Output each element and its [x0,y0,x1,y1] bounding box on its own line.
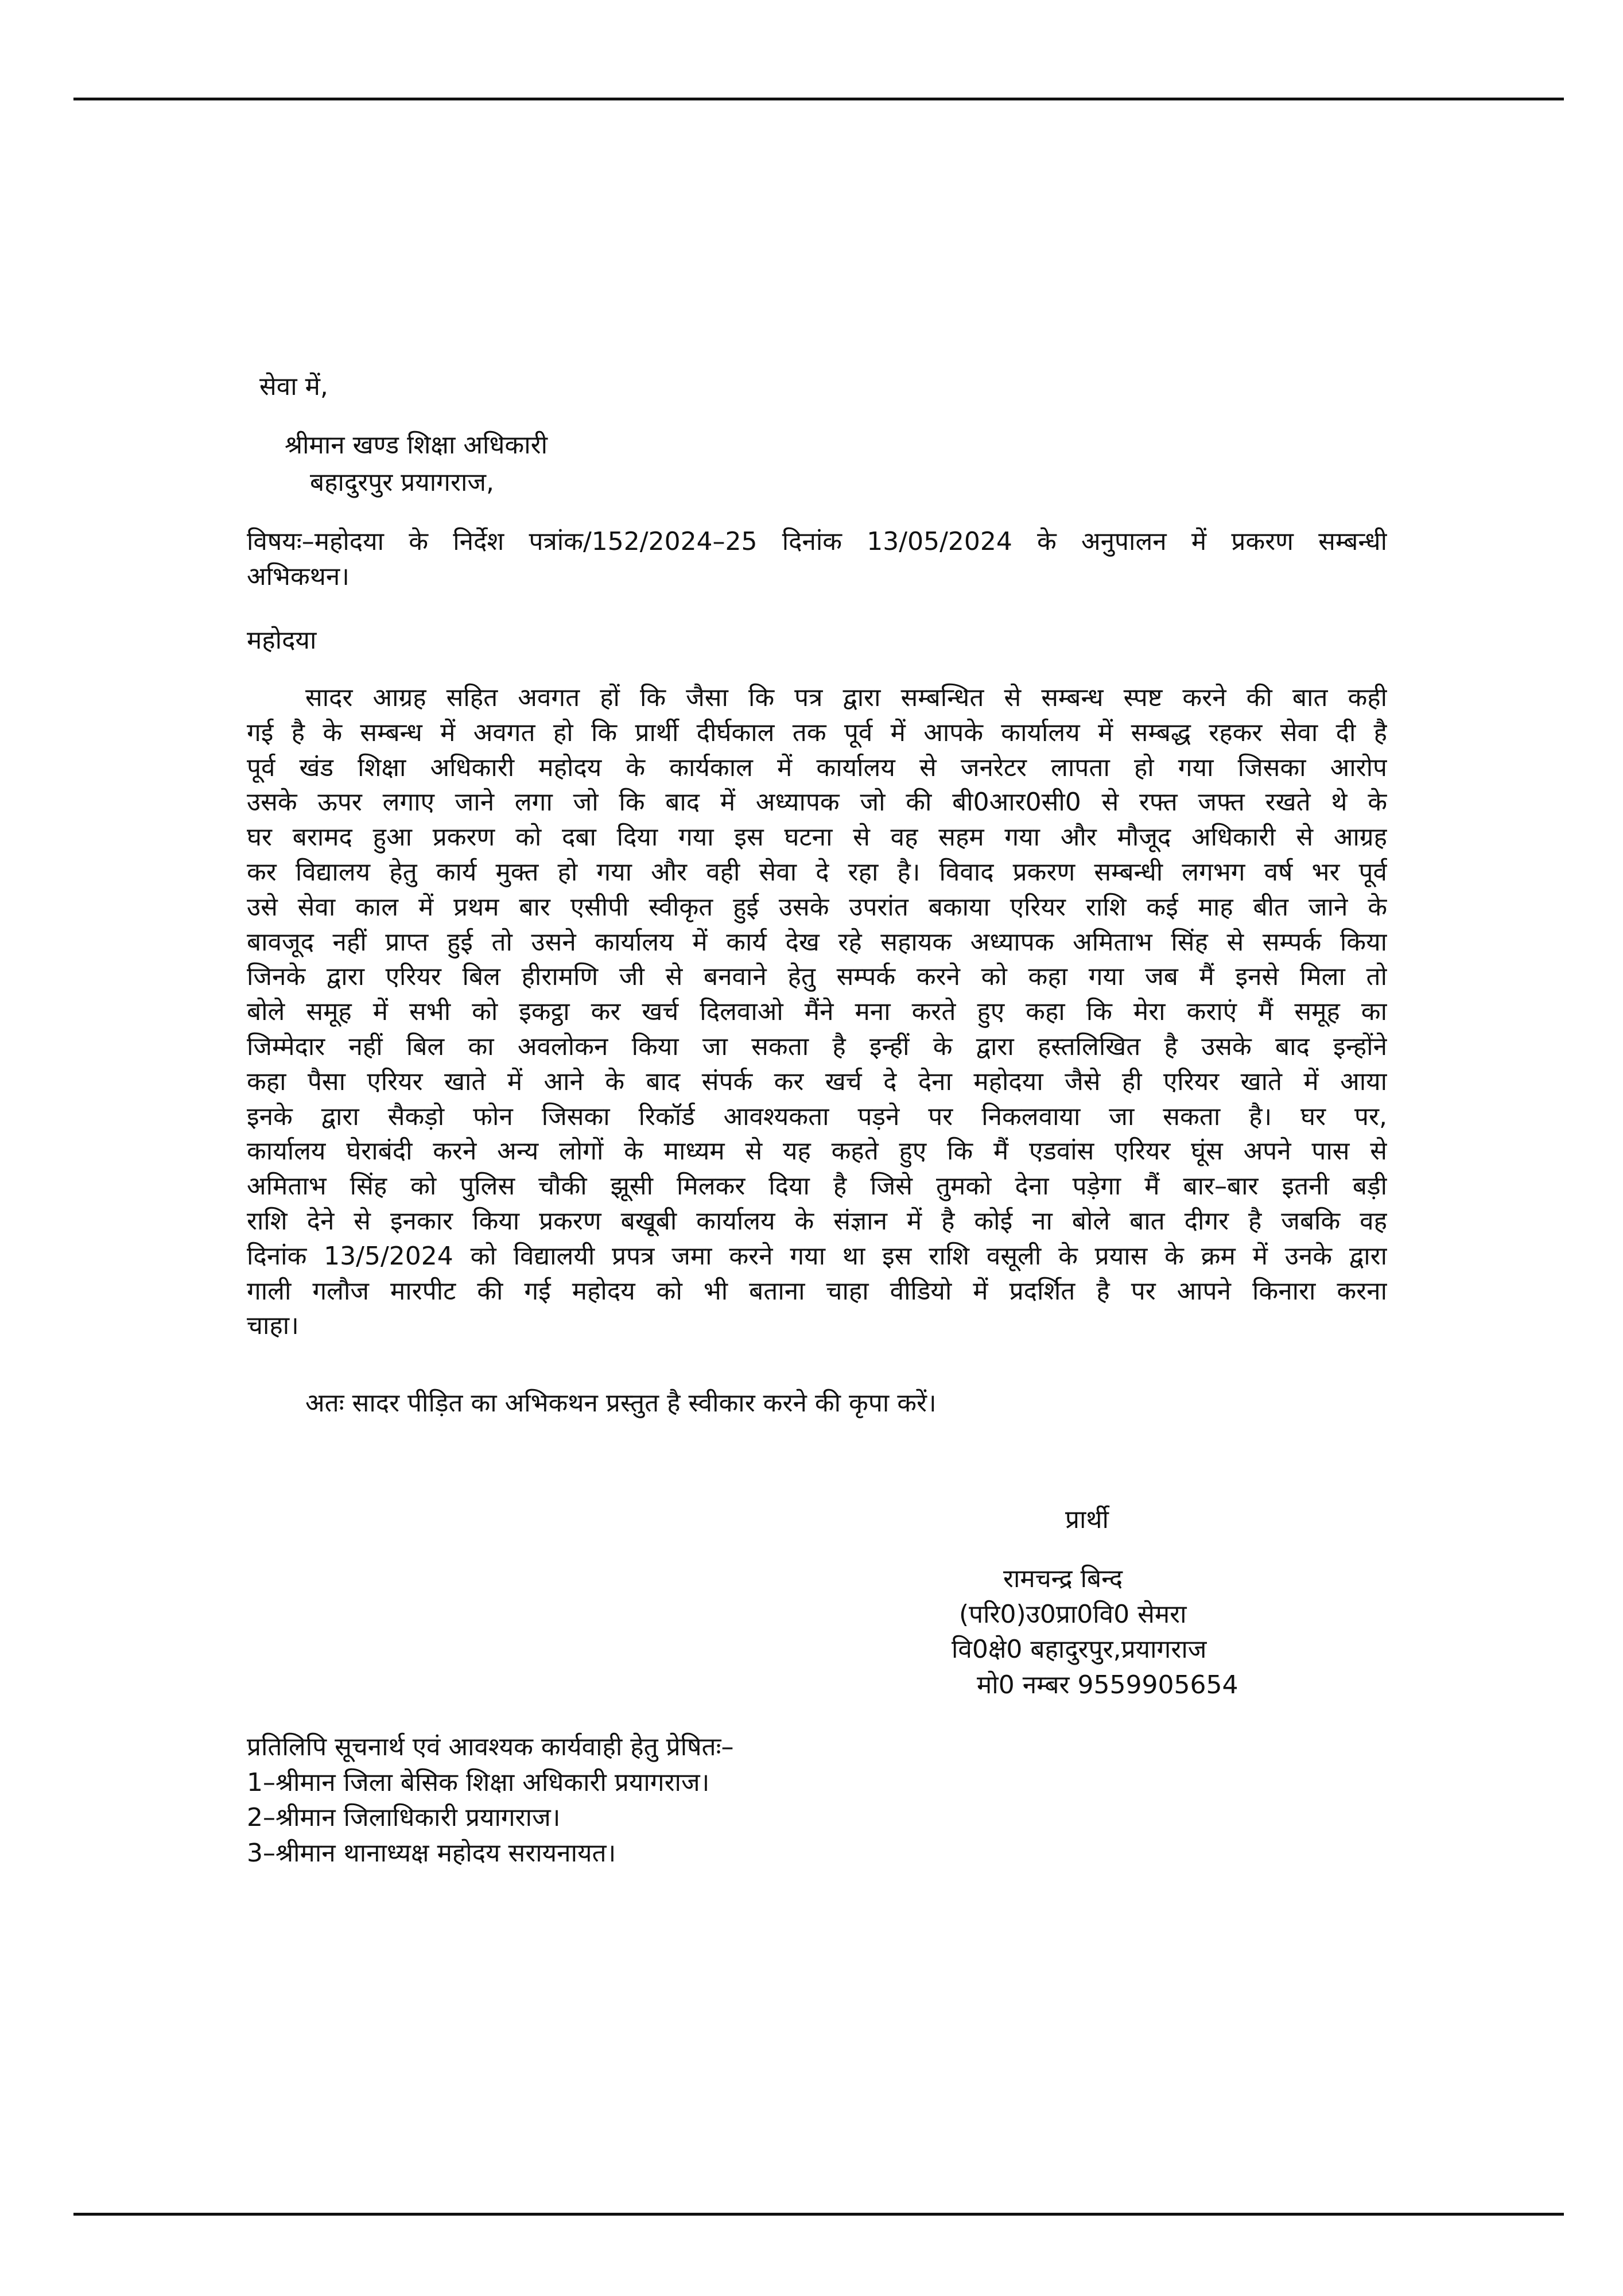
body-line: जिम्मेदार नहीं बिल का अवलोकन किया जा सकता है इन्हीं के द्वारा हस्तलिखित है उसके बाद इन्होंने [247,1032,1387,1061]
body-line: पूर्व खंड शिक्षा अधिकारी महोदय के कार्यकाल में कार्यालय से जनरेटर लापता हो गया जिसका आरोप [247,753,1387,782]
body-line: अमिताभ सिंह को पुलिस चौकी झूसी मिलकर दिया है जिसे तुमको देना पड़ेगा मैं बार–बार इतनी बड़ी [247,1172,1387,1201]
body-line: कार्यालय घेराबंदी करने अन्य लोगों के माध्यम से यह कहते हुए कि मैं एडवांस एरियर घूंस अपने पास से [247,1137,1387,1166]
top-rule [73,98,1564,100]
subject-line-2: अभिकथन। [247,562,350,591]
bottom-rule [73,2213,1564,2216]
greeting: महोदया [247,626,317,655]
body-line: चाहा। [247,1311,299,1341]
body-line: इनके द्वारा सैकड़ो फोन जिसका रिकॉर्ड आवश्यकता पड़ने पर निकलवाया जा सकता है। घर पर, [247,1102,1387,1131]
body-line: कर विद्यालय हेतु कार्य मुक्त हो गया और वही सेवा दे रहा है। विवाद प्रकरण सम्बन्धी लगभग वर्ष भर पूर्व [247,858,1387,887]
sender-school: (परि0)उ0प्रा0वि0 सेमरा [959,1600,1187,1629]
body-line: कहा पैसा एरियर खाते में आने के बाद संपर्क कर खर्च दे देना महोदया जैसे ही एरियर खाते में आया [247,1066,1387,1096]
sender-mobile: मो0 नम्बर 9559905654 [977,1670,1238,1700]
sender-block: वि0क्षे0 बहादुरपुर,प्रयागराज [952,1635,1207,1664]
subject-line-1: विषयः–महोदया के निर्देश पत्रांक/152/2024–25 दिनांक 13/05/2024 के अनुपालन में प्रकरण सम्बन्धी [247,527,1387,556]
copy-to-item: 2–श्रीमान जिलाधिकारी प्रयागराज। [247,1803,561,1832]
copy-to-heading: प्रतिलिपि सूचनार्थ एवं आवश्यक कार्यवाही हेतु प्रेषितः– [247,1732,734,1762]
copy-to-item: 1–श्रीमान जिला बेसिक शिक्षा अधिकारी प्रयागराज। [247,1768,710,1797]
body-line: सादर आग्रह सहित अवगत हों कि जैसा कि पत्र द्वारा सम्बन्धित से सम्बन्ध स्पष्ट करने की बात कही [305,683,1387,712]
recipient-place: बहादुरपुर प्रयागराज, [310,468,494,497]
sender-label: प्रार्थी [1065,1505,1109,1534]
body-line: गई है के सम्बन्ध में अवगत हो कि प्रार्थी दीर्घकाल तक पूर्व में आपके कार्यालय में सम्बद्ध रहकर सेवा दी है [247,718,1387,747]
body-line: राशि देने से इनकार किया प्रकरण बखूबी कार्यालय के संज्ञान में है कोई ना बोले बात दीगर है जबकि वह [247,1207,1387,1236]
body-line: बोले समूह में सभी को इकट्ठा कर खर्च दिलवाओ मैंने मना करते हुए कहा कि मेरा कराएं मैं समूह का [247,997,1387,1027]
body-line: घर बरामद हुआ प्रकरण को दबा दिया गया इस घटना से वह सहम गया और मौजूद अधिकारी से आग्रह [247,823,1387,852]
closing-request: अतः सादर पीड़ित का अभिकथन प्रस्तुत है स्वीकार करने की कृपा करें। [305,1389,937,1418]
recipient-title: श्रीमान खण्ड शिक्षा अधिकारी [285,430,548,460]
body-line: उसके ऊपर लगाए जाने लगा जो कि बाद में अध्यापक जो की बी0आर0सी0 से रफ्त जफ्त रखते थे के [247,788,1387,817]
sender-name: रामचन्द्र बिन्द [1003,1564,1123,1593]
body-line: उसे सेवा काल में प्रथम बार एसीपी स्वीकृत हुई उसके उपरांत बकाया एरियर राशि कई माह बीत जाने के [247,892,1387,922]
body-line: जिनके द्वारा एरियर बिल हीरामणि जी से बनवाने हेतु सम्पर्क करने को कहा गया जब मैं इनसे मिला तो [247,962,1387,992]
body-line: दिनांक 13/5/2024 को विद्यालयी प्रपत्र जमा करने गया था इस राशि वसूली के प्रयास के क्रम में उनके द्वारा [247,1241,1387,1271]
body-line: गाली गलौज मारपीट की गई महोदय को भी बताना चाहा वीडियो में प्रदर्शित है पर आपने किनारा करना [247,1276,1387,1306]
salutation-to: सेवा में, [259,372,328,401]
copy-to-item: 3–श्रीमान थानाध्यक्ष महोदय सरायनायत। [247,1839,616,1868]
body-line: बावजूद नहीं प्राप्त हुई तो उसने कार्यालय में कार्य देख रहे सहायक अध्यापक अमिताभ सिंह से सम्पर्क किया [247,927,1387,957]
